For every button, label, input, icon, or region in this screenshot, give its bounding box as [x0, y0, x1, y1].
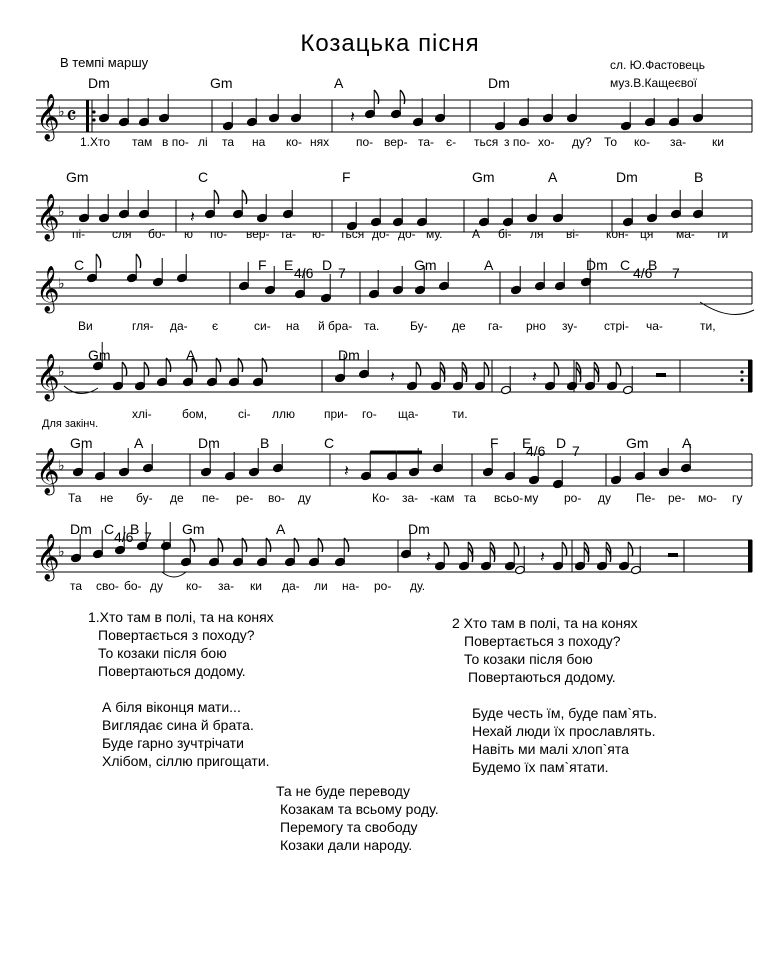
- chord-symbol: Dm: [616, 169, 638, 185]
- lyric-syllable: ду: [298, 491, 312, 505]
- note-flag: [242, 190, 247, 204]
- verse-line: Навіть ми малі хлоп`ята: [472, 741, 629, 757]
- lyric-syllable: мо-: [698, 491, 717, 505]
- lyric-syllable: бо-: [124, 579, 142, 593]
- verse-line: Буде гарно зучтрічати: [102, 735, 244, 751]
- note-flag: [444, 542, 449, 556]
- verse-line: Виглядає сина й брата.: [102, 717, 254, 733]
- lyric-syllable: ки: [712, 135, 724, 149]
- lyric-syllable: бу-: [136, 491, 153, 505]
- lyric-syllable: ко-: [634, 135, 651, 149]
- note-flag: [562, 542, 567, 556]
- treble-clef-icon: 𝄞: [36, 355, 60, 399]
- verse-line: Повертається з походу?: [464, 633, 621, 649]
- lyric-syllable: му.: [426, 227, 443, 241]
- verse-line: Та не буде переводу: [276, 783, 410, 799]
- lyric-syllable: та-: [418, 135, 435, 149]
- lyric-syllable: си-: [254, 319, 271, 333]
- chord-symbol: F: [490, 435, 499, 451]
- repeat-dot: [92, 110, 95, 113]
- verse-2b-block: [472, 704, 657, 776]
- lyric-syllable: та-: [280, 227, 297, 241]
- lyric-syllable: сво-: [96, 579, 119, 593]
- lyric-syllable: сля: [112, 227, 132, 241]
- lyric-syllable: Пе-: [636, 491, 656, 505]
- chord-symbol: A: [186, 347, 196, 363]
- repeat-dot: [92, 118, 95, 121]
- chord-symbol: Dm: [198, 435, 220, 451]
- lyric-syllable: ща-: [398, 407, 419, 421]
- chord-symbol: 4/6: [294, 265, 314, 281]
- verse-2-block: [452, 614, 638, 686]
- chord-symbol: Gm: [626, 435, 649, 451]
- lyric-syllable: та.: [364, 319, 380, 333]
- verse-line: Козаки дали народу.: [280, 837, 413, 853]
- chord-symbol: Gm: [88, 347, 111, 363]
- chord-symbol: A: [134, 435, 144, 451]
- flat-key-signature-icon: ♭: [58, 203, 65, 219]
- lyricist-credit: сл. Ю.Фастовець: [610, 58, 705, 72]
- lyric-syllable: до-: [398, 227, 416, 241]
- lyric-syllable: є-: [446, 135, 457, 149]
- note-flag: [484, 362, 489, 376]
- verse-1-block: [88, 608, 274, 680]
- tempo-marking: В темпі маршу: [60, 55, 149, 70]
- chord-symbol: A: [682, 435, 692, 451]
- lyric-syllable: 1.Хто: [80, 135, 111, 149]
- note-flag: [416, 362, 421, 376]
- lyric-syllable: ві-: [566, 227, 580, 241]
- chord-symbol: Gm: [414, 257, 437, 273]
- lyric-syllable: не: [100, 491, 114, 505]
- verse-line: 1.Хто там в полі, та на конях: [88, 609, 274, 625]
- rest-icon: 𝄽: [190, 209, 195, 226]
- lyric-syllable: при-: [324, 407, 348, 421]
- final-bar-icon: [748, 540, 752, 572]
- treble-clef-icon: 𝄞: [36, 535, 60, 579]
- lyric-syllable: ти,: [700, 319, 716, 333]
- lyric-syllable: ля: [530, 227, 544, 241]
- lyric-syllable: А: [472, 227, 481, 241]
- treble-clef-icon: 𝄞: [36, 195, 60, 239]
- chord-symbol: A: [276, 521, 286, 537]
- note-flag: [374, 90, 379, 104]
- chord-symbol: B: [260, 435, 270, 451]
- lyric-syllable: ли: [314, 579, 328, 593]
- lyric-syllable: рно: [526, 319, 546, 333]
- note-flag: [628, 542, 633, 556]
- half-rest-icon: [668, 553, 678, 557]
- lyric-syllable: всьо-: [494, 491, 524, 505]
- chord-symbol: C: [620, 257, 631, 273]
- chord-symbol: B: [130, 521, 140, 537]
- note-flag: [616, 362, 621, 376]
- lyric-syllable: за-: [218, 579, 235, 593]
- flat-key-signature-icon: ♭: [58, 363, 65, 379]
- lyric-syllable: ре-: [668, 491, 686, 505]
- final-bar-icon: [748, 360, 752, 392]
- lyric-syllable: сі-: [238, 407, 251, 421]
- lyric-syllable: ко-: [286, 135, 303, 149]
- half-rest-icon: [656, 373, 666, 377]
- note-flag: [554, 362, 559, 376]
- lyric-syllable: по-: [210, 227, 228, 241]
- verse-line: Козакам та всьому роду.: [280, 801, 439, 817]
- lyric-syllable: Бу-: [410, 319, 428, 333]
- lyric-syllable: Ви: [78, 319, 93, 333]
- chord-symbol: 7: [672, 265, 680, 281]
- lyric-syllable: ма-: [676, 227, 695, 241]
- lyric-syllable: ю-: [312, 227, 325, 241]
- lyric-syllable: та: [464, 491, 477, 505]
- verse-line: 2 Хто там в полі, та на конях: [452, 615, 638, 631]
- lyric-syllable: То: [604, 135, 618, 149]
- lyric-syllable: ю: [184, 227, 193, 241]
- verse-line: То козаки після бою: [98, 645, 227, 661]
- lyric-syllable: хлі-: [132, 407, 152, 421]
- song-title: Козацька пісня: [300, 30, 480, 57]
- lyric-syllable: нях: [310, 135, 330, 149]
- lyric-syllable: ллю: [272, 407, 296, 421]
- lyric-syllable: ча-: [646, 319, 663, 333]
- chord-symbol: 4/6: [114, 529, 134, 545]
- chord-symbol: Dm: [88, 75, 110, 91]
- lyric-syllable: ться: [340, 227, 365, 241]
- lyric-syllable: гля-: [132, 319, 154, 333]
- verse-line: А біля віконця мати...: [102, 699, 241, 715]
- rest-icon: 𝄽: [532, 369, 537, 386]
- chord-symbol: E: [284, 257, 294, 273]
- note-flag: [96, 254, 101, 268]
- chord-symbol: B: [694, 169, 704, 185]
- rest-icon: 𝄽: [350, 109, 355, 126]
- lyric-syllable: ро-: [564, 491, 582, 505]
- note-flag: [514, 542, 519, 556]
- verse-line: Буде честь їм, буде пам`ять.: [472, 705, 658, 721]
- lyric-syllable: гу: [732, 491, 743, 505]
- chord-symbol: Dm: [408, 521, 430, 537]
- lyric-syllable: -кам: [430, 491, 455, 505]
- lyric-syllable: до-: [372, 227, 390, 241]
- composer-credit: муз.В.Кащеєвої: [610, 76, 698, 90]
- lyric-syllable: да-: [282, 579, 300, 593]
- chord-symbol: Gm: [182, 521, 205, 537]
- note-flag: [400, 90, 405, 104]
- chord-symbol: Gm: [210, 75, 233, 91]
- lyric-syllable: ду: [598, 491, 612, 505]
- verse-line: Повертається з походу?: [98, 627, 255, 643]
- lyric-syllable: ду: [150, 579, 164, 593]
- treble-clef-icon: 𝄞: [36, 267, 60, 311]
- slur-icon: [162, 572, 186, 577]
- lyric-syllable: пі-: [72, 227, 86, 241]
- lyric-syllable: на: [286, 319, 300, 333]
- lyric-syllable: на-: [342, 579, 360, 593]
- note-flag: [136, 254, 141, 268]
- repeat-start-icon: [86, 100, 89, 132]
- lyric-syllable: ться: [474, 135, 499, 149]
- lyric-syllable: й бра-: [318, 319, 353, 333]
- lyric-syllable: та: [222, 135, 235, 149]
- verse-line: Повертаються додому.: [468, 669, 616, 685]
- lyric-syllable: з по-: [504, 135, 531, 149]
- chord-symbol: Dm: [586, 257, 608, 273]
- rest-icon: 𝄽: [540, 549, 545, 566]
- lyric-syllable: на: [252, 135, 266, 149]
- repeat-dot: [740, 370, 743, 373]
- lyric-syllable: лі: [198, 135, 208, 149]
- chord-symbol: F: [258, 257, 267, 273]
- flat-key-signature-icon: ♭: [58, 103, 65, 119]
- chord-symbol: C: [324, 435, 335, 451]
- chord-symbol: C: [104, 521, 115, 537]
- chord-symbol: Gm: [472, 169, 495, 185]
- lyric-syllable: вер-: [246, 227, 270, 241]
- verse-line: Нехай люди їх прославлять.: [472, 723, 656, 739]
- flat-key-signature-icon: ♭: [58, 457, 65, 473]
- chord-symbol: 7: [338, 265, 346, 281]
- chord-symbol: A: [484, 257, 494, 273]
- verse-line: Будемо їх пам`ятати.: [472, 759, 609, 775]
- lyric-syllable: пе-: [202, 491, 220, 505]
- chord-symbol: 7: [572, 443, 580, 459]
- verse-line: То козаки після бою: [464, 651, 593, 667]
- chord-symbol: Gm: [66, 169, 89, 185]
- lyric-syllable: ти.: [452, 407, 468, 421]
- verse-line: Повертаються додому.: [98, 663, 246, 679]
- lyric-syllable: хо-: [538, 135, 555, 149]
- rest-icon: 𝄽: [390, 369, 395, 386]
- flat-key-signature-icon: ♭: [58, 275, 65, 291]
- lyric-syllable: вер-: [384, 135, 408, 149]
- lyric-syllable: в по-: [162, 135, 189, 149]
- ending-label: Для закінч.: [42, 418, 99, 430]
- rest-icon: 𝄽: [426, 549, 431, 566]
- lyric-syllable: там: [132, 135, 153, 149]
- verse-1b-block: [102, 698, 270, 770]
- verse-line: Перемогу та свободу: [280, 819, 418, 835]
- lyric-syllable: бом,: [182, 407, 208, 421]
- lyric-syllable: ре-: [236, 491, 254, 505]
- lyric-syllable: Ко-: [372, 491, 390, 505]
- chord-symbol: C: [74, 257, 85, 273]
- lyric-syllable: кон-: [606, 227, 629, 241]
- chord-symbol: Dm: [488, 75, 510, 91]
- chord-symbol: F: [342, 169, 351, 185]
- lyric-syllable: ти: [716, 227, 729, 241]
- note-flag: [122, 362, 127, 376]
- lyric-syllable: ки: [250, 579, 262, 593]
- lyric-syllable: по-: [356, 135, 374, 149]
- chord-symbol: Dm: [70, 521, 92, 537]
- chord-symbol: A: [334, 75, 344, 91]
- chord-symbol: 4/6: [526, 443, 546, 459]
- lyric-syllable: ко-: [186, 579, 203, 593]
- lyric-syllable: зу-: [562, 319, 578, 333]
- lyric-syllable: бо-: [148, 227, 166, 241]
- rest-icon: 𝄽: [344, 463, 349, 480]
- chord-symbol: Gm: [70, 435, 93, 451]
- lyric-syllable: ця: [640, 227, 654, 241]
- lyric-syllable: му: [524, 491, 539, 505]
- lyric-syllable: та: [70, 579, 83, 593]
- treble-clef-icon: 𝄞: [36, 449, 60, 493]
- lyric-syllable: да-: [170, 319, 188, 333]
- chord-symbol: D: [322, 257, 333, 273]
- chord-symbol: E: [522, 435, 532, 451]
- note-flag: [144, 362, 149, 376]
- lyric-syllable: га-: [488, 319, 503, 333]
- lyric-syllable: ро-: [374, 579, 392, 593]
- lyric-syllable: є: [212, 319, 219, 333]
- chord-symbol: 7: [144, 529, 152, 545]
- chord-symbol: A: [548, 169, 558, 185]
- chord-symbol: D: [556, 435, 567, 451]
- lyric-syllable: Та: [68, 491, 82, 505]
- chord-symbol: C: [198, 169, 209, 185]
- verse-line: Хлібом, сіллю пригощати.: [102, 753, 270, 769]
- treble-clef-icon: 𝄞: [36, 95, 60, 139]
- lyric-syllable: де: [170, 491, 184, 505]
- lyric-syllable: ду?: [572, 135, 592, 149]
- lyric-syllable: го-: [362, 407, 377, 421]
- common-time-icon: 𝄴: [66, 103, 77, 130]
- lyric-syllable: стрі-: [604, 319, 629, 333]
- lyric-syllable: за-: [670, 135, 687, 149]
- chord-symbol: Dm: [338, 347, 360, 363]
- repeat-dot: [740, 378, 743, 381]
- flat-key-signature-icon: ♭: [58, 543, 65, 559]
- refrain-block: [276, 782, 439, 854]
- lyric-syllable: бі-: [498, 227, 512, 241]
- lyric-syllable: во-: [268, 491, 285, 505]
- note-flag: [214, 190, 219, 204]
- lyric-syllable: за-: [402, 491, 419, 505]
- chord-symbol: B: [648, 257, 658, 273]
- lyric-syllable: ду.: [410, 579, 426, 593]
- chord-symbol: 4/6: [633, 265, 653, 281]
- lyric-syllable: де: [452, 319, 466, 333]
